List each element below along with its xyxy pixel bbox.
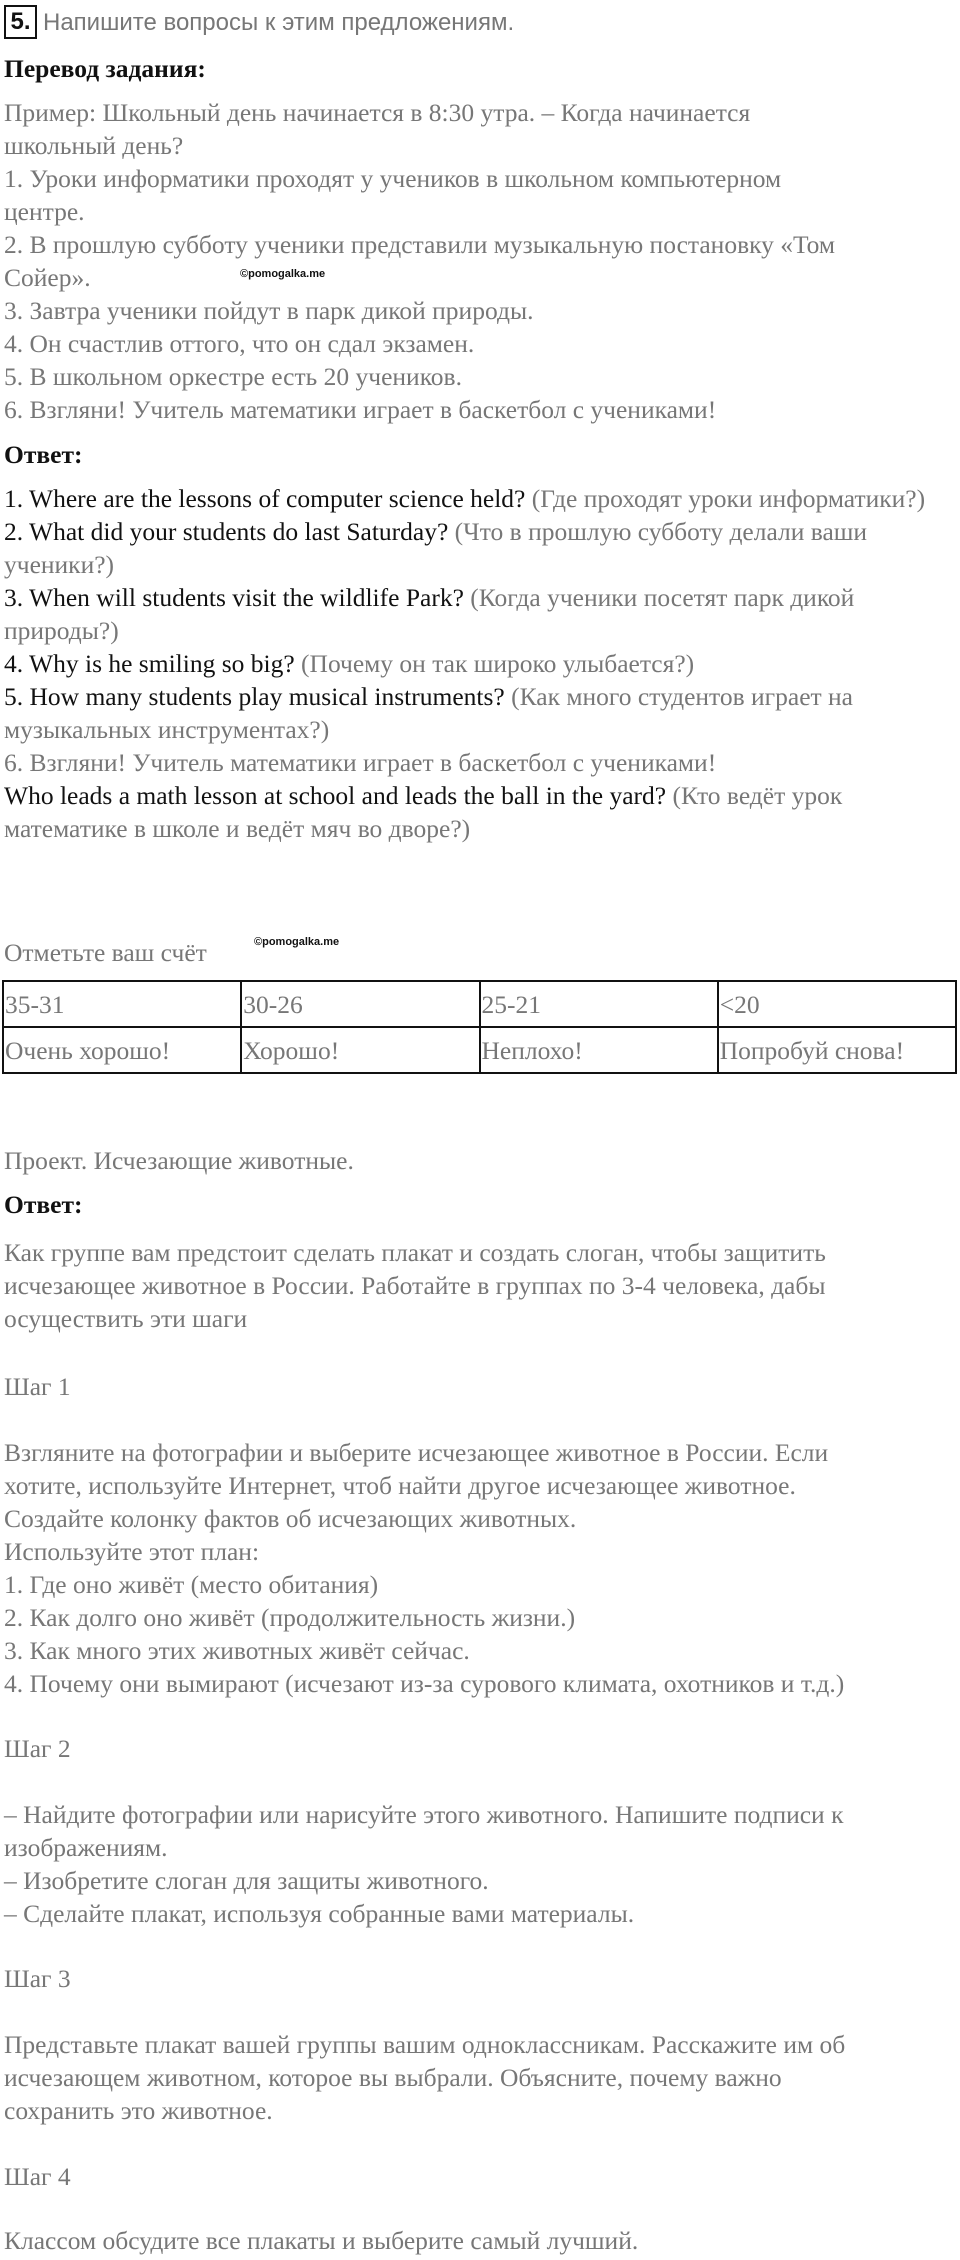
answer-question: Who leads a math lesson at school and leads the ball in the yard?: [4, 781, 667, 810]
table-cell: Хорошо!: [241, 1027, 479, 1073]
text-line: Сойер».: [4, 263, 91, 292]
text-line: Создайте колонку фактов об исчезающих животных.: [4, 1504, 577, 1533]
task-title: Напишите вопросы к этим предложениям.: [43, 8, 515, 36]
text-line: Классом обсудите все плакаты и выберите самый лучший.: [4, 2226, 639, 2255]
text-line: 3. Как много этих животных живёт сейчас.: [4, 1636, 470, 1665]
answer-6-sentence: 6. Взгляни! Учитель математики играет в баскетбол с учениками!: [4, 748, 717, 777]
step-4-text: [4, 2224, 956, 2257]
score-table: [2, 980, 957, 1074]
watermark: ©pomogalka.me: [240, 268, 326, 280]
step-4-title: Шаг 4: [4, 2162, 71, 2191]
answer-translation: (Когда ученики посетят парк дикой природы?): [4, 583, 855, 645]
text-line: 1. Уроки информатики проходят у учеников в школьном компьютерном: [4, 164, 782, 193]
step-2-text: [4, 1798, 956, 1930]
text-line: хотите, используйте Интернет, чтоб найти другое исчезающее животное.: [4, 1471, 796, 1500]
answer-question: 2. What did your students do last Saturday?: [4, 517, 449, 546]
text-line: 3. Завтра ученики пойдут в парк дикой природы.: [4, 296, 534, 325]
task-number: 5.: [4, 5, 37, 39]
answer-translation: (Как много студентов играет на музыкальных инструментах?): [4, 682, 853, 744]
text-line: – Найдите фотографии или нарисуйте этого животного. Напишите подписи к: [4, 1800, 844, 1829]
table-cell: Неплохо!: [480, 1027, 718, 1073]
step-1-title: Шаг 1: [4, 1372, 71, 1401]
answer-translation: (Кто ведёт урок математике в школе и ведёт мяч во дворе?): [4, 781, 843, 843]
table-cell: Попробуй снова!: [718, 1027, 956, 1073]
answer-question: 5. How many students play musical instruments?: [4, 682, 505, 711]
answer-item: [4, 482, 956, 515]
answers-list: [4, 482, 956, 845]
answer-heading: Ответ:: [4, 440, 83, 469]
task-header: [4, 4, 514, 40]
text-line: Взгляните на фотографии и выберите исчезающее животное в России. Если: [4, 1438, 829, 1467]
answer-item: [4, 581, 956, 647]
text-line: сохранить это животное.: [4, 2096, 273, 2125]
answer-translation: (Что в прошлую субботу делали ваши ученики?): [4, 517, 868, 579]
text-line: 1. Где оно живёт (место обитания): [4, 1570, 379, 1599]
text-line: школьный день?: [4, 131, 184, 160]
answer-question: 3. When will students visit the wildlife Park?: [4, 583, 464, 612]
project-intro: Как группе вам предстоит сделать плакат и создать слоган, чтобы защитить исчезающее животное в России. Работайте в группах по 3-4 человека, дабы осуществить эти шаги: [4, 1238, 826, 1333]
text-line: 4. Он счастлив оттого, что он сдал экзамен.: [4, 329, 475, 358]
table-cell: 35-31: [3, 981, 241, 1027]
text-line: Используйте этот план:: [4, 1537, 260, 1566]
score-title: Отметьте ваш счёт: [4, 938, 207, 967]
answer-item: [4, 680, 956, 746]
answer-translation: (Где проходят уроки информатики?): [525, 484, 926, 513]
translation-heading: Перевод задания:: [4, 54, 206, 83]
table-cell: Очень хорошо!: [3, 1027, 241, 1073]
step-3-title: Шаг 3: [4, 1964, 71, 1993]
text-line: – Изобретите слоган для защиты животного.: [4, 1866, 489, 1895]
text-line: 4. Почему они вымирают (исчезают из-за сурового климата, охотников и т.д.): [4, 1669, 845, 1698]
text-line: 6. Взгляни! Учитель математики играет в баскетбол с учениками!: [4, 395, 717, 424]
text-line: Представьте плакат вашей группы вашим одноклассникам. Расскажите им об: [4, 2030, 846, 2059]
step-2-title: Шаг 2: [4, 1734, 71, 1763]
watermark: ©pomogalka.me: [254, 936, 340, 948]
step-1-text: [4, 1436, 956, 1700]
text-line: – Сделайте плакат, используя собранные вами материалы.: [4, 1899, 635, 1928]
text-line: центре.: [4, 197, 85, 226]
text-line: изображениям.: [4, 1833, 168, 1862]
table-cell: 30-26: [241, 981, 479, 1027]
project-title: Проект. Исчезающие животные.: [4, 1146, 354, 1175]
table-row: [3, 981, 956, 1027]
answer-item: [4, 779, 956, 845]
text-line: 2. В прошлую субботу ученики представили музыкальную постановку «Том: [4, 230, 836, 259]
answer-translation: (Почему он так широко улыбается?): [294, 649, 695, 678]
text-line: 5. В школьном оркестре есть 20 учеников.: [4, 362, 462, 391]
table-cell: <20: [718, 981, 956, 1027]
text-line: 2. Как долго оно живёт (продолжительность жизни.): [4, 1603, 576, 1632]
answer-question: 4. Why is he smiling so big?: [4, 649, 295, 678]
text-line: исчезающем животном, которое вы выбрали. Объясните, почему важно: [4, 2063, 782, 2092]
text-line: Пример: Школьный день начинается в 8:30 утра. – Когда начинается: [4, 98, 751, 127]
answer-item: [4, 647, 956, 680]
table-row: [3, 1027, 956, 1073]
step-3-text: [4, 2028, 956, 2127]
table-cell: 25-21: [480, 981, 718, 1027]
translation-text: [4, 96, 956, 426]
project-answer-heading: Ответ:: [4, 1190, 83, 1219]
answer-question: 1. Where are the lessons of computer science held?: [4, 484, 526, 513]
answer-item: [4, 515, 956, 581]
